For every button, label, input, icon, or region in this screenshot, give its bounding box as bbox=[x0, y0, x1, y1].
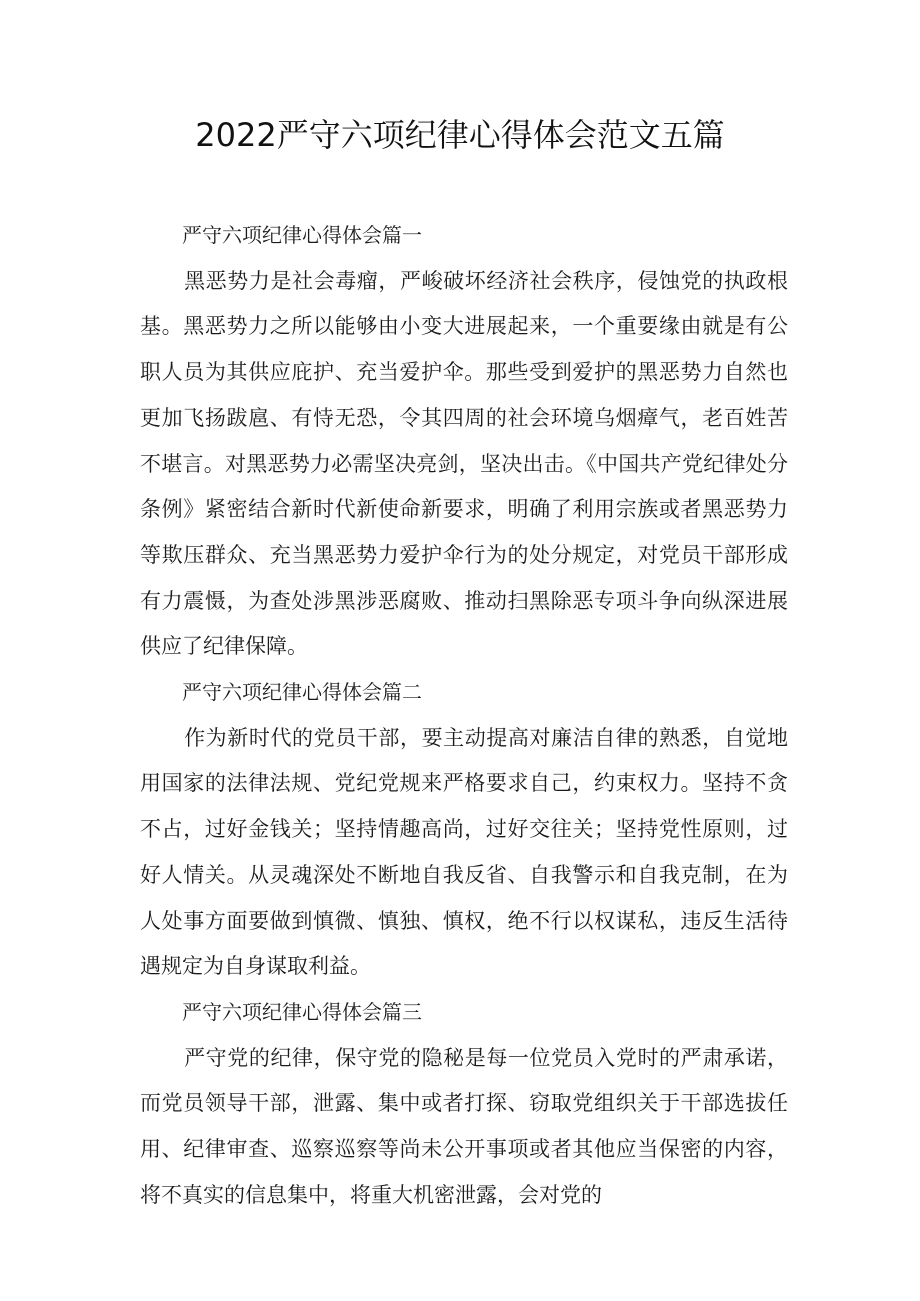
document-body bbox=[140, 213, 788, 1218]
section-paragraph-2: 作为新时代的党员干部，要主动提高对廉洁自律的熟悉，自觉地用国家的法律法规、党纪党规来严格要求自己，约束权力。坚持不贪不占，过好金钱关；坚持情趣高尚，过好交往关；坚持党性原则，过好人情关。从灵魂深处不断地自我反省、自我警示和自我克制，在为人处事方面要做到慎微、慎独、慎权，绝不行以权谋私，违反生活待遇规定为自身谋取利益。 bbox=[140, 725, 788, 979]
section-paragraph-3: 严守党的纪律，保守党的隐秘是每一位党员入党时的严肃承诺，而党员领导干部，泄露、集中或者打探、窃取党组织关于干部选拔任用、纪律审查、巡察巡察等尚未公开事项或者其他应当保密的内容，将不真实的信息集中，将重大机密泄露，会对党的 bbox=[140, 1045, 788, 1207]
section-paragraph-1: 黑恶势力是社会毒瘤，严峻破坏经济社会秩序，侵蚀党的执政根基。黑恶势力之所以能够由小变大进展起来，一个重要缘由就是有公职人员为其供应庇护、充当爱护伞。那些受到爱护的黑恶势力自然也更加飞扬跋扈、有恃无恐，令其四周的社会环境乌烟瘴气，老百姓苦不堪言。对黑恶势力必需坚决亮剑，坚决出击。《中国共产党纪律处分条例》紧密结合新时代新使命新要求，明确了利用宗族或者黑恶势力等欺压群众、充当黑恶势力爱护伞行为的处分规定，对党员干部形成有力震慑，为查处涉黑涉恶腐败、推动扫黑除恶专项斗争向纵深进展供应了纪律保障。 bbox=[140, 268, 788, 659]
section-heading-3: 严守六项纪律心得体会篇三 bbox=[182, 999, 422, 1024]
section-heading-1: 严守六项纪律心得体会篇一 bbox=[182, 223, 422, 247]
section-heading-2: 严守六项纪律心得体会篇二 bbox=[182, 680, 422, 705]
document-title: 2022严守六项纪律心得体会范文五篇 bbox=[195, 116, 725, 154]
